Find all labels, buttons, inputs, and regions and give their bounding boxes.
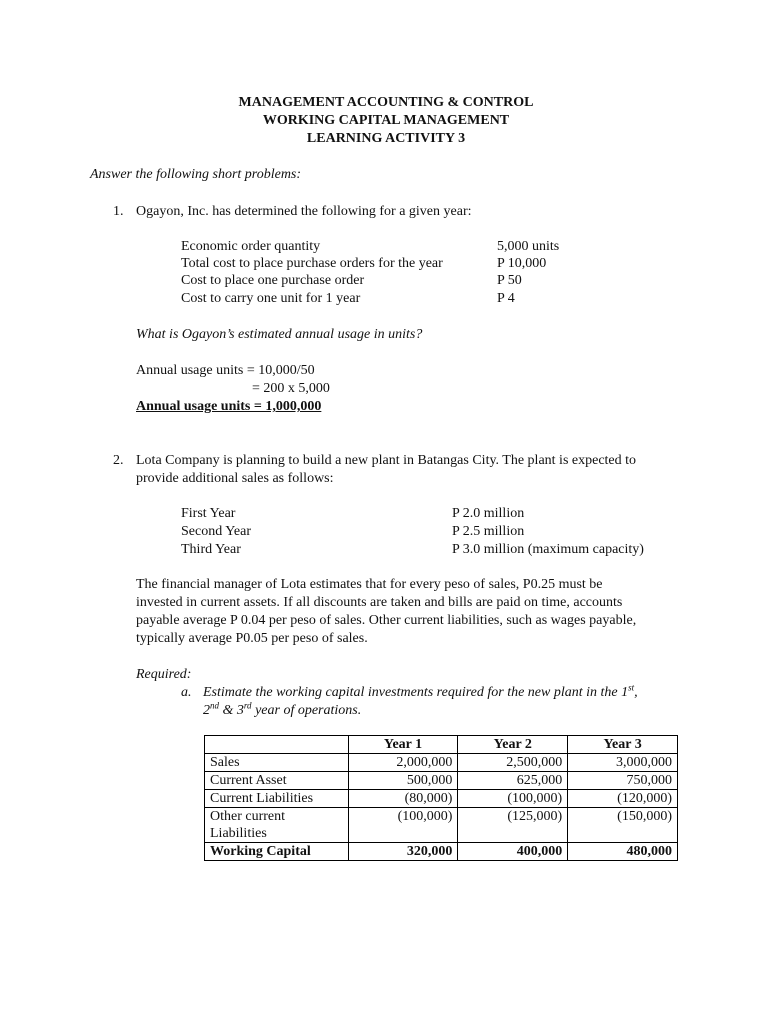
requirement-a-line1: Estimate the working capital investments required for the new plant in the 1st, [203, 682, 638, 700]
row-label: Current Asset [205, 772, 349, 790]
problem1-question: What is Ogayon’s estimated annual usage in units? [136, 327, 423, 342]
working-capital-table [204, 735, 678, 861]
problem2-paragraph-line: typically average P0.05 per peso of sales. [136, 631, 368, 646]
table-row [205, 790, 678, 808]
table-cell: (100,000) [348, 808, 458, 843]
table-cell: 2,500,000 [458, 754, 568, 772]
title-topic: WORKING CAPITAL MANAGEMENT [262, 113, 510, 128]
table-cell: 500,000 [348, 772, 458, 790]
table-cell: 2,000,000 [348, 754, 458, 772]
row-label: Sales [205, 754, 349, 772]
table-header-cell: Year 1 [348, 736, 458, 754]
p1-item-value: P 50 [497, 273, 522, 288]
table-header-cell: Year 3 [568, 736, 678, 754]
table-cell: 3,000,000 [568, 754, 678, 772]
p2-sales-label: Second Year [181, 524, 251, 539]
table-cell: (125,000) [458, 808, 568, 843]
table-header-cell: Year 2 [458, 736, 568, 754]
table-cell: (80,000) [348, 790, 458, 808]
p1-item-label: Total cost to place purchase orders for the year [181, 256, 443, 271]
total-cell: 400,000 [458, 843, 568, 861]
problem2-paragraph-line: payable average P 0.04 per peso of sales. Other current liabilities, such as wages payable, [136, 613, 637, 628]
p1-item-label: Cost to place one purchase order [181, 273, 365, 288]
table-row [205, 754, 678, 772]
problem2-paragraph-line: invested in current assets. If all discounts are taken and bills are paid on time, accounts [136, 595, 623, 610]
p2-sales-label: First Year [181, 506, 236, 521]
problem1-solution-line2: = 200 x 5,000 [252, 381, 330, 396]
required-label: Required: [136, 667, 192, 682]
title-course: MANAGEMENT ACCOUNTING & CONTROL [238, 95, 534, 110]
table-header-row [205, 736, 678, 754]
table-cell: 750,000 [568, 772, 678, 790]
table-cell: (150,000) [568, 808, 678, 843]
p1-item-label: Economic order quantity [181, 239, 321, 254]
problem1-intro: Ogayon, Inc. has determined the following for a given year: [136, 204, 472, 219]
p1-item-value: 5,000 units [497, 239, 560, 254]
requirement-a-line2: 2nd & 3rd year of operations. [203, 700, 362, 718]
problem2-intro-line2: provide additional sales as follows: [136, 471, 334, 486]
total-cell: 320,000 [348, 843, 458, 861]
table-cell: (120,000) [568, 790, 678, 808]
row-label: Other current Liabilities [205, 808, 349, 843]
p2-sales-value: P 2.5 million [452, 524, 525, 539]
table-row [205, 772, 678, 790]
row-label: Current Liabilities [205, 790, 349, 808]
instructions: Answer the following short problems: [90, 167, 302, 182]
problem2-paragraph-line: The financial manager of Lota estimates that for every peso of sales, P0.25 must be [136, 577, 603, 592]
total-label: Working Capital [205, 843, 349, 861]
problem1-answer: Annual usage units = 1,000,000 [136, 399, 322, 414]
p2-sales-label: Third Year [181, 542, 241, 557]
p1-item-value: P 10,000 [497, 256, 547, 271]
p1-item-label: Cost to carry one unit for 1 year [181, 291, 361, 306]
table-total-row [205, 843, 678, 861]
problem2-intro-line1: Lota Company is planning to build a new plant in Batangas City. The plant is expected to [136, 453, 637, 468]
p2-sales-value: P 3.0 million (maximum capacity) [452, 542, 644, 557]
problem1-number: 1. [113, 204, 124, 219]
p2-sales-value: P 2.0 million [452, 506, 525, 521]
problem1-solution-line1: Annual usage units = 10,000/50 [136, 363, 315, 378]
table-cell: 625,000 [458, 772, 568, 790]
title-activity: LEARNING ACTIVITY 3 [306, 131, 466, 146]
table-row [205, 808, 678, 843]
problem2-number: 2. [113, 453, 124, 468]
table-cell: (100,000) [458, 790, 568, 808]
requirement-a-letter: a. [181, 685, 192, 700]
table-header-cell [205, 736, 349, 754]
p1-item-value: P 4 [497, 291, 515, 306]
total-cell: 480,000 [568, 843, 678, 861]
